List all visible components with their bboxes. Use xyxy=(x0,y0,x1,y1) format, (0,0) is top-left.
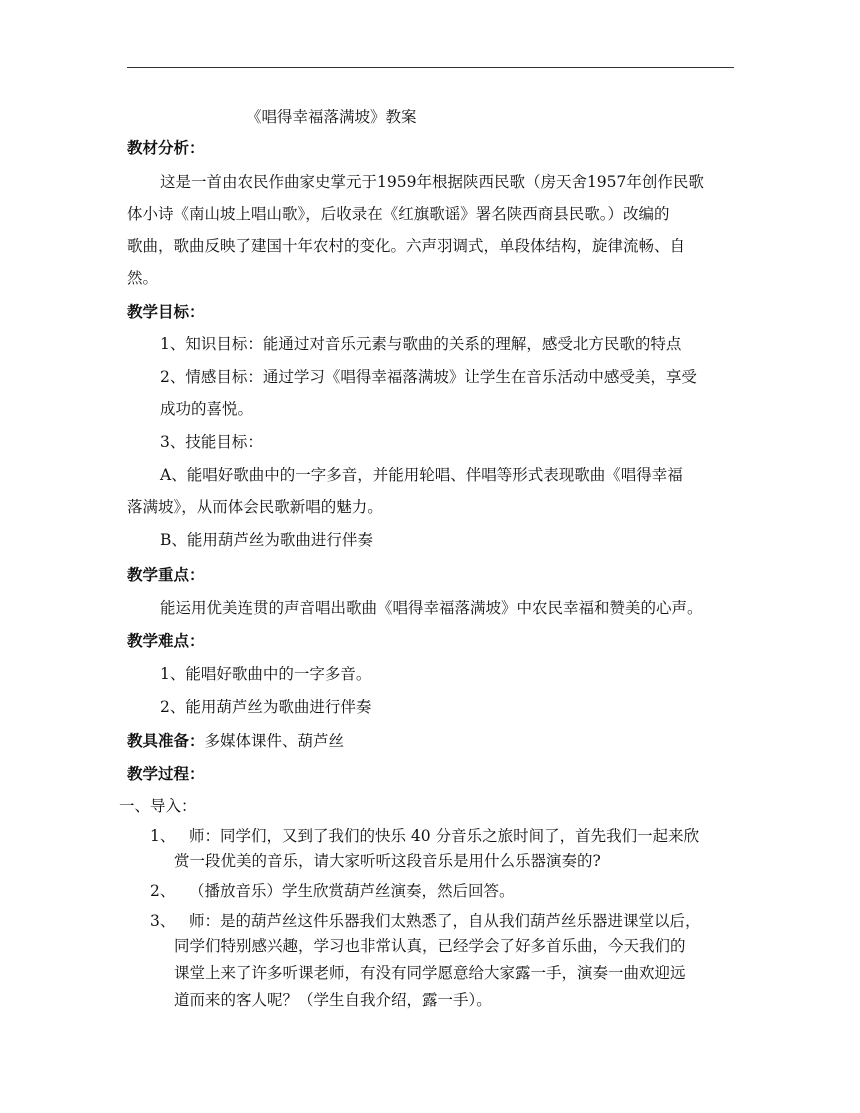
step-3-line-3: 课堂上来了许多听课老师，有没有同学愿意给大家露一手，演奏一曲欢迎远 xyxy=(174,964,686,982)
goal-emotion-line-1: 2、情感目标：通过学习《唱得幸福落满坡》让学生在音乐活动中感受美，享受 xyxy=(160,368,697,386)
step-1-line-1: 师：同学们，又到了我们的快乐 40 分音乐之旅时间了，首先我们一起来欣 xyxy=(189,827,700,845)
key-points-heading: 教学重点： xyxy=(127,566,205,584)
goals-heading: 教学目标： xyxy=(127,303,205,321)
materials-row xyxy=(127,731,344,751)
step-1-line-2: 赏一段优美的音乐，请大家听听这段音乐是用什么乐器演奏的? xyxy=(174,852,601,870)
step-2-line-1: （播放音乐）学生欣赏葫芦丝演奏，然后回答。 xyxy=(189,882,515,900)
step-3-line-2: 同学们特别感兴趣，学习也非常认真，已经学会了好多首乐曲，今天我们的 xyxy=(174,937,686,955)
goal-emotion-line-2: 成功的喜悦。 xyxy=(160,400,254,418)
analysis-line-4: 然。 xyxy=(127,269,159,287)
document-title: 《唱得幸福落满坡》教案 xyxy=(246,108,417,126)
analysis-line-2: 体小诗《南山坡上唱山歌》，后收录在《红旗歌谣》署名陕西商县民歌。）改编的 xyxy=(127,205,670,223)
step-2-number: 2、 xyxy=(150,882,176,900)
step-3-number: 3、 xyxy=(150,912,176,930)
process-heading: 教学过程： xyxy=(127,765,205,783)
process-part-1: 一、导入： xyxy=(119,797,197,815)
analysis-line-3: 歌曲，歌曲反映了建国十年农村的变化。六声羽调式，单段体结构，旋律流畅、自 xyxy=(127,237,686,255)
analysis-line-1: 这是一首由农民作曲家史掌元于1959年根据陕西民歌（房天舍1957年创作民歌 xyxy=(160,173,704,191)
difficulties-heading: 教学难点： xyxy=(127,632,205,650)
goal-skill: 3、技能目标： xyxy=(160,433,263,451)
analysis-heading: 教材分析： xyxy=(127,139,205,157)
goal-knowledge: 1、知识目标：能通过对音乐元素与歌曲的关系的理解，感受北方民歌的特点 xyxy=(160,335,682,353)
goal-skill-b: B、能用葫芦丝为歌曲进行伴奏 xyxy=(160,531,373,549)
difficulty-item-2: 2、能用葫芦丝为歌曲进行伴奏 xyxy=(160,698,372,716)
difficulty-item-1: 1、能唱好歌曲中的一字多音。 xyxy=(160,665,372,683)
goal-skill-a-line-2: 落满坡》，从而体会民歌新唱的魅力。 xyxy=(127,498,383,516)
step-1-number: 1、 xyxy=(150,827,176,845)
step-3-line-4: 道而来的客人呢？（学生自我介绍，露一手）。 xyxy=(174,991,492,1009)
header-rule xyxy=(127,67,734,68)
goal-skill-a-line-1: A、能唱好歌曲中的一字多音，并能用轮唱、伴唱等形式表现歌曲《唱得幸福 xyxy=(160,466,683,484)
key-points-text: 能运用优美连贯的声音唱出歌曲《唱得幸福落满坡》中农民幸福和赞美的心声。 xyxy=(160,599,703,617)
step-3-line-1: 师：是的葫芦丝这件乐器我们太熟悉了，自从我们葫芦丝乐器进课堂以后， xyxy=(189,912,701,930)
materials-text: 多媒体课件、葫芦丝 xyxy=(204,732,345,750)
materials-heading: 教具准备： xyxy=(127,732,205,750)
